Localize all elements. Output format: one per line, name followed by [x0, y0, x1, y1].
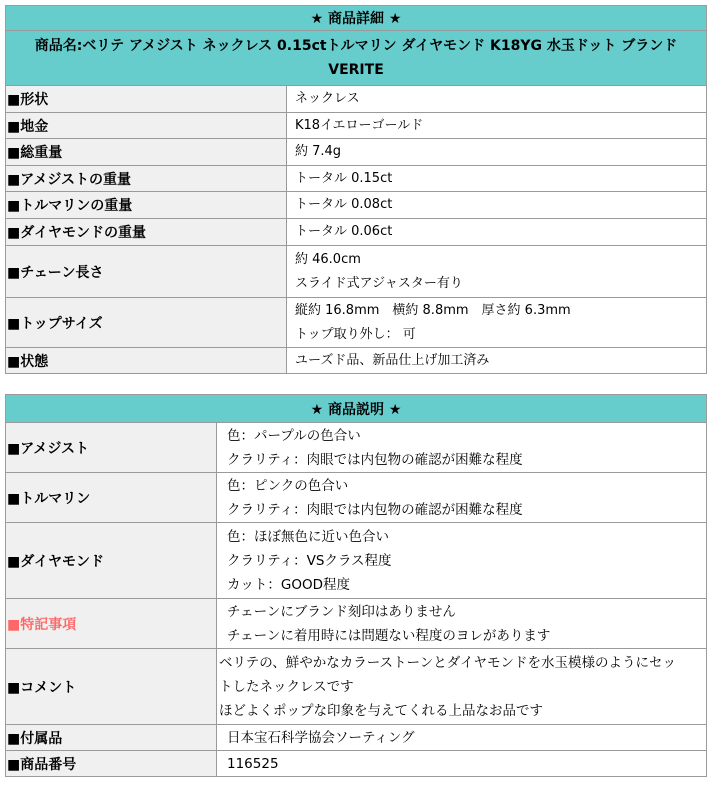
table-row: [6, 649, 707, 725]
value-line: 116525: [227, 755, 279, 772]
row-value: [287, 113, 707, 139]
row-label: ■ダイヤモンド: [6, 523, 217, 599]
row-label: ■ダイヤモンドの重量: [6, 219, 287, 246]
row-value: [287, 86, 707, 113]
row-label: ■状態: [6, 348, 287, 374]
row-value: [217, 725, 707, 751]
value-line: 縦約 16.8mm 横約 8.8mm 厚さ約 6.3mm: [295, 302, 571, 318]
table-row: [6, 348, 707, 374]
row-label: ■アメジスト: [6, 423, 217, 473]
table-row: [6, 139, 707, 166]
row-value: [287, 246, 707, 298]
value-line: K18イエローゴールド: [295, 117, 424, 133]
table-row: [6, 298, 707, 348]
row-value: [217, 473, 707, 523]
value-line: 色：ピンクの色合い: [227, 477, 349, 494]
row-label: ■商品番号: [6, 751, 217, 777]
table-row: [6, 219, 707, 246]
value-line: ネックレス: [295, 91, 360, 106]
product-name: 商品名:ベリテ アメジスト ネックレス 0.15ctトルマリン ダイヤモンド K18YG 水玉ドット ブランド VERITE: [6, 31, 707, 86]
description-header: ★ 商品説明 ★: [6, 395, 707, 423]
row-label: ■アメジストの重量: [6, 166, 287, 192]
table-row: [6, 599, 707, 649]
value-line: カット：GOOD程度: [227, 576, 350, 593]
row-value: [217, 649, 707, 725]
row-label: ■トルマリンの重量: [6, 192, 287, 219]
value-line: 日本宝石科学協会ソーティング: [227, 729, 415, 746]
value-line: トータル 0.06ct: [295, 224, 393, 239]
value-line: ほどよくポップな印象を与えてくれる上品なお品です: [219, 702, 543, 719]
row-value: [287, 166, 707, 192]
row-value: [287, 298, 707, 348]
value-line: スライド式アジャスター有り: [295, 275, 463, 291]
value-line: 色：ほぼ無色に近い色合い: [227, 528, 389, 545]
row-value: [217, 751, 707, 777]
row-label: ■コメント: [6, 649, 217, 725]
value-line: クラリティ：VSクラス程度: [227, 552, 392, 569]
value-line: トータル 0.08ct: [295, 197, 393, 212]
value-line: クラリティ：肉眼では内包物の確認が困難な程度: [227, 451, 523, 468]
row-label: ■形状: [6, 86, 287, 113]
row-label: ■チェーン長さ: [6, 246, 287, 298]
value-line: トップ取り外し： 可: [295, 326, 416, 342]
row-value: [287, 192, 707, 219]
product-description-table: [5, 394, 707, 777]
value-line: ユーズド品、新品仕上げ加工済み: [295, 352, 490, 368]
table-row: [6, 473, 707, 523]
table-row: [6, 523, 707, 599]
row-value: [287, 139, 707, 166]
table-row: [6, 113, 707, 139]
row-label: ■特記事項: [6, 599, 217, 649]
value-line: トしたネックレスです: [219, 678, 354, 695]
value-line: ベリテの、鮮やかなカラーストーンとダイヤモンドを水玉模様のようにセッ: [219, 654, 676, 671]
row-label: ■付属品: [6, 725, 217, 751]
value-line: チェーンに着用時には問題ない程度のヨレがあります: [227, 627, 551, 644]
table-row: [6, 725, 707, 751]
table-row: [6, 423, 707, 473]
details-header: ★ 商品詳細 ★: [6, 6, 707, 31]
table-row: [6, 751, 707, 777]
row-label: ■トップサイズ: [6, 298, 287, 348]
row-value: [217, 599, 707, 649]
row-label: ■総重量: [6, 139, 287, 166]
product-details-table: [5, 5, 707, 374]
table-row: [6, 166, 707, 192]
value-line: チェーンにブランド刻印はありません: [227, 603, 456, 620]
value-line: 約 7.4g: [295, 144, 342, 159]
row-value: [287, 348, 707, 374]
table-row: [6, 192, 707, 219]
row-value: [287, 219, 707, 246]
row-label: ■地金: [6, 113, 287, 139]
row-value: [217, 523, 707, 599]
value-line: トータル 0.15ct: [295, 170, 393, 186]
table-row: [6, 86, 707, 113]
table-row: [6, 246, 707, 298]
value-line: 約 46.0cm: [295, 251, 361, 267]
row-value: [217, 423, 707, 473]
value-line: クラリティ：肉眼では内包物の確認が困難な程度: [227, 501, 523, 518]
row-label: ■トルマリン: [6, 473, 217, 523]
value-line: 色：パープルの色合い: [227, 427, 361, 444]
